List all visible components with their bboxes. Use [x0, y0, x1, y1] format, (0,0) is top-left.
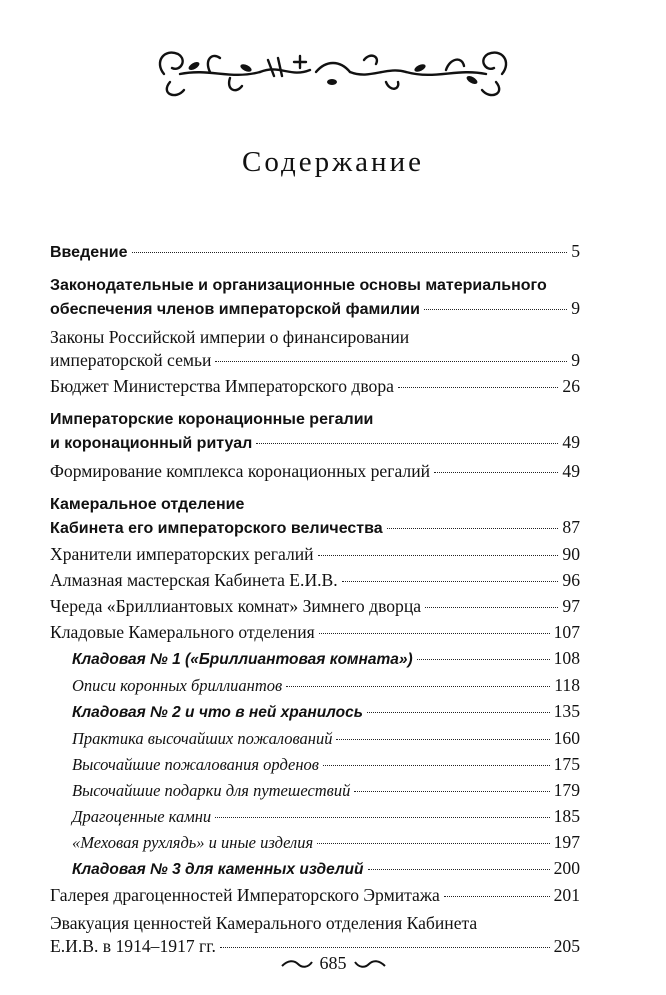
left-swash-icon: [280, 958, 314, 970]
toc-entry-budget: [50, 375, 580, 398]
toc-entry-forming: [50, 460, 580, 483]
toc-entry-title: Кладовая № 3 для каменных изделий: [72, 861, 364, 878]
toc-page-number: 175: [553, 754, 580, 774]
dot-leader: [417, 659, 550, 660]
toc-entry-grants-practice: [72, 727, 580, 750]
toc-page-number: 118: [554, 675, 580, 695]
dot-leader: [425, 607, 558, 608]
toc-entry-title: Императорские коронационные регалии: [50, 411, 374, 428]
toc-entry-travel-gifts: [72, 779, 580, 802]
toc-page-number: 107: [553, 622, 580, 642]
dot-leader: [318, 555, 559, 556]
toc-entry-title: Галерея драгоценностей Императорского Эрмитажа: [50, 885, 440, 905]
toc-page-number: 49: [562, 461, 580, 481]
toc-page-number: 205: [553, 936, 580, 956]
toc-entry-laws: [50, 326, 580, 372]
toc-entry-title: Хранители императорских регалий: [50, 544, 314, 564]
toc-entry-title: обеспечения членов императорской фамилии: [50, 301, 420, 318]
dot-leader: [215, 817, 549, 818]
toc-entry-orders: [72, 753, 580, 776]
toc-entry-cameral: [50, 493, 580, 540]
toc-entry-title: Кладовые Камерального отделения: [50, 622, 315, 642]
toc-page-number: 135: [553, 701, 580, 721]
toc-entry-storeroom2: [72, 700, 580, 724]
toc-page-number: 9: [571, 350, 580, 370]
toc-page-number: 185: [553, 806, 580, 826]
toc-entry-storerooms: [50, 621, 580, 644]
dot-leader: [368, 869, 550, 870]
toc-entry-gallery: [50, 884, 580, 907]
floral-ornament-icon: [150, 38, 516, 104]
toc-entry-title: Высочайшие подарки для путешествий: [72, 781, 351, 800]
right-swash-icon: [353, 958, 387, 970]
dot-leader: [387, 528, 559, 529]
toc-entry-title: и коронационный ритуал: [50, 435, 253, 452]
dot-leader: [354, 791, 549, 792]
toc-entry-diamond-rooms: [50, 595, 580, 618]
toc-entry-title: Кабинета его императорского величества: [50, 520, 383, 537]
toc-entry-title: Алмазная мастерская Кабинета Е.И.В.: [50, 570, 338, 590]
dot-leader: [398, 387, 558, 388]
toc-page-number: 179: [553, 780, 580, 800]
toc-entry-title: Кладовая № 1 («Бриллиантовая комната»): [72, 651, 413, 668]
toc-entry-title: Эвакуация ценностей Камерального отделения Кабинета: [50, 913, 478, 933]
toc-entry-title: Высочайшие пожалования орденов: [72, 755, 319, 774]
toc-page-number: 5: [571, 241, 580, 261]
toc-page-number: 200: [553, 858, 580, 878]
dot-leader: [434, 472, 558, 473]
toc-page-number: 26: [562, 376, 580, 396]
toc-page-number: 9: [571, 298, 580, 318]
table-of-contents: [50, 240, 580, 958]
toc-entry-inventories: [72, 674, 580, 697]
toc-page-number: 96: [562, 570, 580, 590]
page-footer: [0, 953, 666, 974]
dot-leader: [367, 712, 550, 713]
toc-page-number: 90: [562, 544, 580, 564]
toc-page-number: 201: [553, 885, 580, 905]
toc-entry-storeroom3: [72, 857, 580, 881]
toc-entry-legal: [50, 274, 580, 321]
dot-leader: [256, 443, 558, 444]
toc-entry-title: Бюджет Министерства Императорского двора: [50, 376, 394, 396]
toc-entry-title: Драгоценные камни: [72, 807, 212, 826]
dot-leader: [319, 633, 550, 634]
toc-page-number: 97: [562, 596, 580, 616]
toc-entry-title: Описи коронных бриллиантов: [72, 676, 283, 695]
dot-leader: [286, 686, 550, 687]
dot-leader: [323, 765, 550, 766]
toc-entry-title: императорской семьи: [50, 350, 212, 370]
page-title: Содержание: [242, 146, 424, 178]
toc-entry-keepers: [50, 543, 580, 566]
toc-entry-furs: [72, 831, 580, 854]
toc-entry-title: Череда «Бриллиантовых комнат» Зимнего дворца: [50, 596, 422, 616]
toc-entry-title: Законодательные и организационные основы материального: [50, 277, 547, 294]
toc-page-number: 49: [562, 432, 580, 452]
toc-page-number: 108: [553, 648, 580, 668]
dot-leader: [220, 947, 550, 948]
dot-leader: [215, 361, 567, 362]
toc-entry-title: «Меховая рухлядь» и иные изделия: [72, 833, 314, 852]
toc-entry-title: Введение: [50, 244, 128, 261]
toc-entry-title: Практика высочайших пожалований: [72, 729, 333, 748]
toc-entry-intro: [50, 240, 580, 264]
page-number: 685: [319, 953, 347, 973]
toc-page-number: 160: [553, 728, 580, 748]
toc-entry-diamond-workshop: [50, 569, 580, 592]
toc-entry-storeroom1: [72, 647, 580, 671]
dot-leader: [444, 896, 550, 897]
dot-leader: [424, 309, 567, 310]
toc-entry-title: Формирование комплекса коронационных регалий: [50, 461, 431, 481]
toc-entry-title: Камеральное отделение: [50, 496, 245, 513]
dot-leader: [336, 739, 549, 740]
toc-entry-title: Е.И.В. в 1914–1917 гг.: [50, 936, 216, 956]
toc-entry-title: Законы Российской империи о финансировании: [50, 327, 410, 347]
toc-entry-regalia: [50, 408, 580, 455]
toc-entry-gems: [72, 805, 580, 828]
dot-leader: [342, 581, 559, 582]
dot-leader: [132, 252, 568, 253]
dot-leader: [317, 843, 549, 844]
toc-page-number: 197: [553, 832, 580, 852]
toc-page-number: 87: [562, 517, 580, 537]
toc-entry-evacuation: [50, 912, 580, 958]
toc-entry-title: Кладовая № 2 и что в ней хранилось: [72, 704, 363, 721]
